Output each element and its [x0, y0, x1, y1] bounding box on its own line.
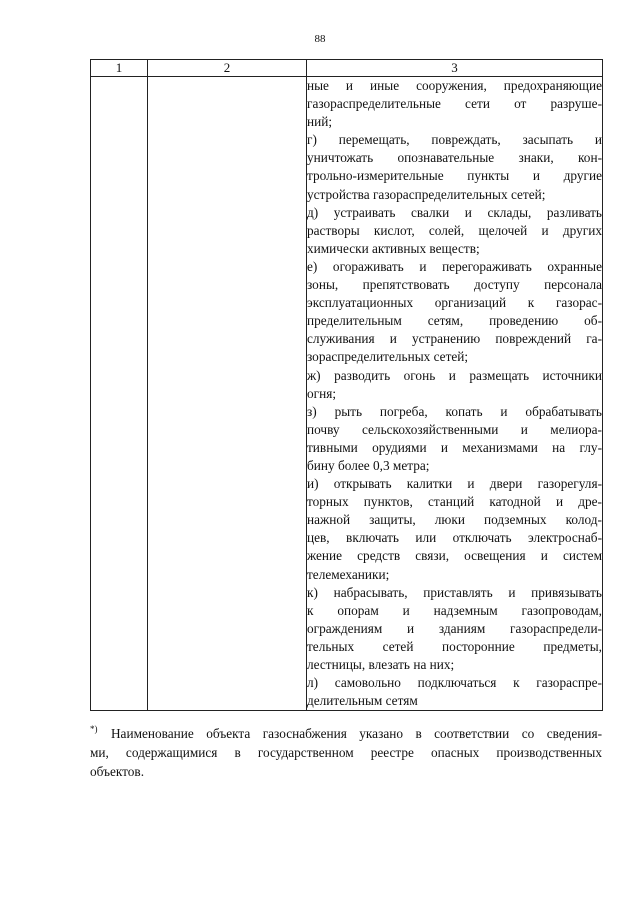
column-3-cell	[307, 77, 603, 711]
column-3-text	[307, 77, 602, 710]
footnote-line: объектов.	[90, 764, 145, 779]
text-line: уничтожать опознавательные знаки, кон-	[307, 150, 602, 166]
text-line: цев, включать или отключать электроснаб-	[307, 530, 602, 546]
column-1-cell	[91, 77, 148, 711]
text-line: зоны, препятствовать доступу персонала	[307, 277, 602, 293]
page-number: 88	[314, 33, 326, 45]
text-line: почву сельскохозяйственными и мелиора-	[307, 421, 602, 437]
text-line: служивания и устранению повреждений га-	[307, 331, 602, 347]
text-line: химически активных веществ;	[307, 240, 480, 256]
text-line: тивными орудиями и механизмами на глу-	[307, 439, 602, 455]
text-line: телемеханики;	[307, 566, 390, 582]
table-header-row	[91, 60, 603, 77]
footnote-marker: *)	[90, 724, 98, 734]
text-line: лестницы, влезать на них;	[307, 657, 455, 672]
text-line: торных пунктов, станций катодной и дре-	[307, 494, 602, 510]
text-line: огня;	[307, 385, 337, 401]
table-row	[91, 77, 603, 711]
column-header-2: 2	[148, 60, 307, 77]
text-line: ний;	[307, 114, 333, 130]
footnote-line	[90, 720, 602, 743]
text-line: к) набрасывать, приставлять и привязывать	[307, 584, 602, 600]
text-line: е) огораживать и перегораживать охранные	[307, 258, 602, 274]
text-line: растворы кислот, солей, щелочей и других	[307, 222, 602, 238]
text-line: л) самовольно подключаться к газораспре-	[307, 675, 602, 691]
column-header-1: 1	[91, 60, 148, 77]
text-line: жение средств связи, освещения и систем	[307, 548, 602, 564]
footnote-line-text: Наименование объекта газоснабжения указано в соответствии со сведения-	[110, 726, 603, 741]
text-line: делительным сетям	[307, 693, 418, 709]
text-line: ограждениям и зданиям газораспредели-	[307, 620, 602, 636]
text-line: ж) разводить огонь и размещать источники	[307, 367, 602, 383]
footnote-text	[90, 720, 602, 781]
text-line: д) устраивать свалки и склады, разливать	[307, 204, 602, 220]
text-line: к опорам и надземным газопроводам,	[307, 602, 602, 618]
text-line: ные и иные сооружения, предохраняющие	[307, 78, 602, 93]
text-line: зораспределительных сетей;	[307, 349, 469, 365]
column-header-3: 3	[307, 60, 603, 77]
text-line: пределительным сетям, проведению об-	[307, 313, 602, 329]
text-line: бину более 0,3 метра;	[307, 457, 430, 473]
text-line: и) открывать калитки и двери газорегуля-	[307, 476, 602, 492]
footnote-line: ми, содержащимися в государственном реестре опасных производственных	[90, 745, 602, 760]
text-line: з) рыть погреба, копать и обрабатывать	[307, 403, 602, 419]
text-line: тельных сетей посторонние предметы,	[307, 638, 602, 654]
document-table	[90, 59, 603, 711]
text-line: нажной защиты, люки подземных колод-	[307, 512, 602, 528]
column-2-cell	[148, 77, 307, 711]
footnote	[90, 720, 602, 781]
text-line: трольно-измерительные пункты и другие	[307, 168, 602, 184]
text-line: г) перемещать, повреждать, засыпать и	[307, 132, 602, 148]
text-line: эксплуатационных организаций к газорас-	[307, 295, 602, 311]
text-line: устройства газораспределительных сетей;	[307, 186, 546, 202]
text-line: газораспределительные сети от разруше-	[307, 96, 602, 112]
